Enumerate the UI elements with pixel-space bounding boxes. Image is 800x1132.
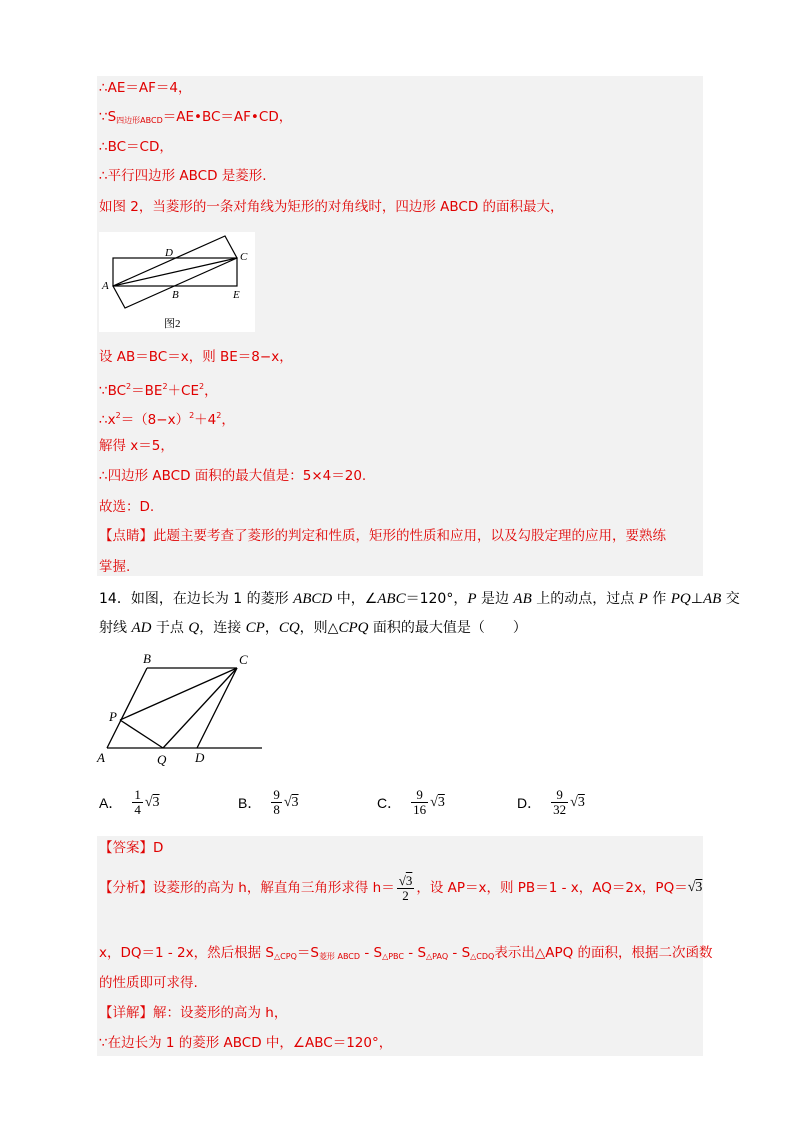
seg: ， [264,620,279,636]
option-c[interactable] [377,788,445,817]
analysis-line-3: 的性质即可求得. [99,975,198,991]
option-a-radical: √3 [144,794,160,810]
seg: - S [360,945,383,961]
figure-2-label-c: C [240,251,248,263]
seg: P [467,591,477,607]
label-q: Q [157,752,167,767]
answer-line: 【答案】D [99,840,164,856]
seg: ABC [377,591,406,607]
seg: - S [404,945,427,961]
seg: ＝（8−x） [120,412,190,428]
figure-2-label-d: D [165,247,173,259]
detail-line-1: 【详解】解：设菱形的高为 h， [99,1005,288,1021]
option-c-fraction [411,788,428,817]
seg: 2 [162,382,168,391]
den: 32 [553,802,567,817]
seg: 中，∠ [332,591,378,607]
option-d-radical: √3 [570,794,585,810]
option-b[interactable] [238,788,299,817]
seg: 2 [199,382,205,391]
seg: △CDQ [470,952,495,961]
label-b: B [143,651,151,666]
num: 1 [134,787,141,802]
segment-cp [120,668,237,720]
den: 8 [273,802,280,817]
seg: P [638,591,648,607]
seg: 2 [216,411,222,420]
solution-line-8 [99,406,235,430]
seg: 面积的最大值是（ ） [368,620,527,636]
radicand: 3 [291,794,299,810]
seg: △PBC [382,952,404,961]
solution-line-11: 故选：D. [99,499,155,515]
option-c-radical: √3 [430,794,445,810]
seg: ∵BC [99,383,127,399]
radicand: 3 [152,794,160,810]
radicand: 3 [695,880,703,895]
side-ab [107,668,147,748]
solution-line-2-pre: ∵S [99,109,117,125]
analysis-fraction [397,874,415,903]
solution-line-1: ∴AE＝AF＝4， [99,80,192,96]
question-14-figure [95,650,270,768]
seg: 表示出△APQ 的面积，根据二次函数 [494,945,713,961]
seg: ＝120°， [405,591,468,607]
solution-line-3: ∴BC＝CD， [99,139,173,155]
figure-2-label-a: A [102,280,109,292]
seg: AD [131,620,152,636]
den: 2 [402,887,409,903]
solution-line-2-post: ＝AE•BC＝AF•CD， [162,109,293,125]
solution-line-6: 设 AB＝BC＝x，则 BE＝8−x， [99,349,293,365]
label-d: D [195,750,205,765]
seg: CQ [278,620,300,636]
seg: 2 [126,382,132,391]
segment-pq [120,720,163,748]
den: 4 [134,802,141,817]
option-b-label: B． [238,794,262,811]
solution-line-13: 掌握. [99,559,131,575]
seg: ，则△ [299,620,339,636]
figure-2 [99,232,255,332]
analysis-radical: √3 [687,880,703,895]
figure-2-label-b: B [172,289,179,301]
seg: AB [702,591,722,607]
option-a[interactable] [99,788,160,817]
segment-cq [163,668,237,748]
analysis-line-1 [99,868,702,908]
solution-line-9: 解得 x＝5， [99,438,174,454]
question-14-line-1 [99,588,740,610]
radicand: 3 [405,872,413,888]
seg: 2 [115,411,121,420]
solution-line-10: ∴四边形 ABCD 面积的最大值是：5×4＝20. [99,468,367,484]
option-c-label: C． [377,794,402,811]
seg: ＋4 [194,412,217,428]
option-b-fraction [271,788,282,817]
seg: 菱形 ABCD [318,952,361,961]
seg: 作 [647,591,671,607]
seg: ，设 AP＝x，则 PB＝1 - x，AQ＝2x，PQ＝ [416,880,688,896]
num: 9 [551,788,568,803]
seg: PQ [670,591,691,607]
radicand: 3 [437,794,445,810]
seg: ， [204,383,218,399]
seg: ⊥ [690,591,703,607]
option-a-fraction [132,788,143,817]
seg: △CPQ [274,952,297,961]
option-d-label: D． [517,794,542,811]
option-d[interactable] [517,788,585,817]
seg: ＝S [296,945,319,961]
solution-line-12: 【点睛】此题主要考查了菱形的判定和性质，矩形的性质和应用，以及勾股定理的应用，要熟练 [99,528,666,544]
seg: - S [448,945,471,961]
seg: ＋CE [167,383,199,399]
seg: ABCD [293,591,333,607]
label-c: C [239,652,248,667]
seg: 上的动点，过点 [531,591,639,607]
num: 9 [411,788,428,803]
seg: 于点 [151,620,189,636]
seg: AB [513,591,532,607]
question-14-line-2 [99,617,527,639]
seg: CP [245,620,265,636]
seg: ， [221,412,235,428]
label-p: P [109,709,117,724]
seg: 射线 [99,620,132,636]
seg: 14．如图，在边长为 1 的菱形 [99,591,294,607]
seg: 2 [189,411,195,420]
option-b-radical: √3 [283,794,299,810]
seg: ，连接 [199,620,246,636]
solution-line-5: 如图 2，当菱形的一条对角线为矩形的对角线时，四边形 ABCD 的面积最大， [99,199,564,215]
seg: 是边 [476,591,514,607]
seg: 【分析】设菱形的高为 h，解直角三角形求得 h＝ [99,880,395,896]
option-d-fraction [551,788,568,817]
solution-line-7 [99,377,218,401]
seg: △PAQ [426,952,449,961]
seg: ∴x [99,412,116,428]
figure-2-label-e: E [233,289,240,301]
radicand: 3 [577,794,585,810]
figure-2-caption: 图2 [164,318,181,330]
label-a: A [97,750,105,765]
seg: 交 [721,591,740,607]
seg: Q [188,620,200,636]
detail-line-2: ∵在边长为 1 的菱形 ABCD 中，∠ABC＝120°， [99,1035,393,1051]
analysis-line-2 [99,943,713,967]
num: 9 [273,787,280,802]
solution-line-2-sub: 四边形ABCD [116,116,163,125]
seg: ＝BE [131,383,163,399]
side-cd [197,668,237,748]
solution-line-2 [99,107,292,131]
seg: x，DQ＝1 - 2x，然后根据 S [99,945,274,961]
seg: CPQ [338,620,369,636]
solution-line-4: ∴平行四边形 ABCD 是菱形. [99,168,267,184]
num: √3 [398,872,413,888]
option-a-label: A． [99,794,123,811]
den: 16 [413,802,427,817]
